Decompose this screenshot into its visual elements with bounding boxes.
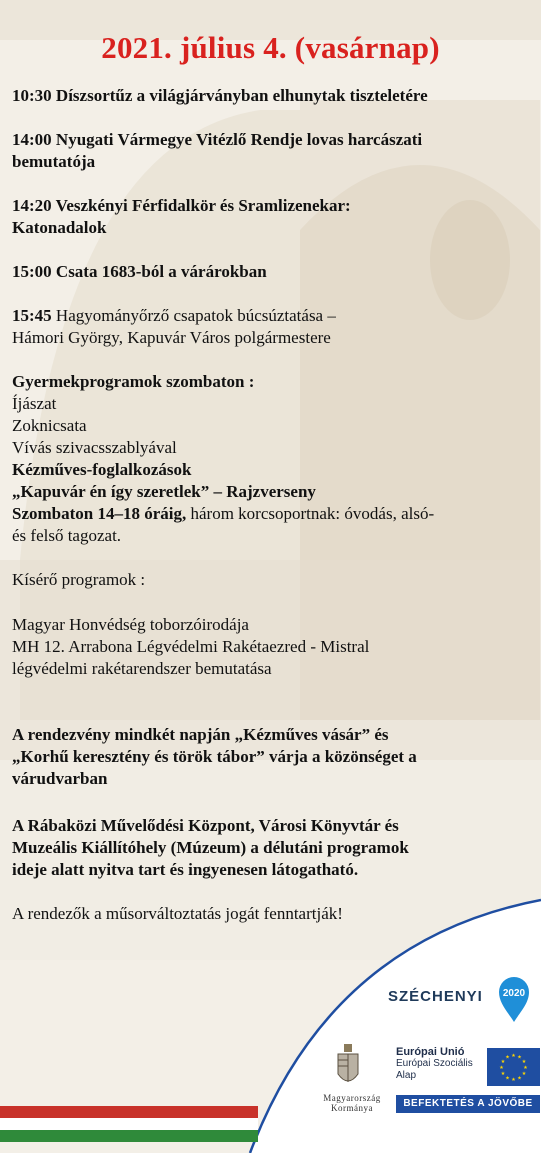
children-item: Vívás szivacsszablyával — [12, 438, 177, 457]
side-programs-list: Magyar Honvédség toborzóirodája MH 12. Arrabona Légvédelmi Rakétaezred - Mistral légvédelmi rakétarendszer bemutatása — [12, 615, 370, 678]
side-programs-heading: Kísérő programok : — [12, 570, 146, 589]
svg-text:★: ★ — [499, 1065, 504, 1071]
fair-notice: A rendezvény mindkét napján „Kézműves vásár” és „Korhű keresztény és török tábor” várja a közönséget a várudvarban — [12, 725, 417, 788]
children-heading: Gyermekprogramok szombaton : — [12, 372, 255, 391]
event-date-title: 2021. július 4. (vasárnap) — [101, 30, 440, 65]
program-item-1030: 10:30 Díszsortűz a világjárványban elhunytak tiszteletére — [12, 86, 428, 105]
svg-text:★: ★ — [500, 1071, 506, 1077]
children-item: Zoknicsata — [12, 416, 87, 435]
program-item-1500: 15:00 Csata 1683-ból a várárokban — [12, 262, 267, 281]
hungarian-coat-of-arms-icon — [335, 1042, 361, 1092]
svg-text:★: ★ — [517, 1054, 522, 1061]
crafts-heading: Kézműves-foglalkozások — [12, 460, 192, 479]
svg-text:★: ★ — [523, 1065, 528, 1071]
rights-notice: A rendezők a műsorváltoztatás jogát fenntartják! — [12, 904, 343, 923]
invest-in-future-banner: BEFEKTETÉS A JÖVŐBE — [396, 1095, 540, 1113]
szechenyi-year: 2020 — [502, 988, 526, 999]
government-label: Magyarország Kormánya — [323, 1093, 381, 1113]
eu-fund-label: Európai Unió Európai Szociális Alap — [396, 1046, 473, 1081]
svg-text:★: ★ — [517, 1075, 522, 1082]
children-programs: Gyermekprogramok szombaton : Íjászat Zoknicsata Vívás szivacsszablyával Kézműves-foglalkozások „Kapuvár én így szeretlek” – Rajzverseny Szombaton 14–18 óráig, három korcsoportnak: óvodás, alsó- és felső tagozat. — [12, 371, 517, 547]
program-item-1545: 15:45 Hagyományőrző csapatok búcsúztatása – Hámori György, Kapuvár Város polgármestere — [12, 306, 336, 347]
program-item-1420: 14:20 Veszkényi Férfidalkör és Sramlizenekar: Katonadalok — [12, 196, 351, 237]
svg-text:★: ★ — [521, 1059, 527, 1065]
svg-text:★: ★ — [505, 1075, 510, 1082]
szechenyi-logo-text: SZÉCHENYI — [388, 988, 483, 1005]
flag-red-stripe — [0, 1106, 258, 1118]
eu-flag-icon — [487, 1048, 540, 1086]
children-item: Íjászat — [12, 394, 57, 413]
museum-notice: A Rábaközi Művelődési Központ, Városi Könyvtár és Muzeális Kiállítóhely (Múzeum) a délutáni programok ideje alatt nyitva tart és ingyenesen látogatható. — [12, 816, 409, 879]
drawing-contest: „Kapuvár én így szeretlek” – Rajzverseny — [12, 482, 316, 501]
svg-text:★: ★ — [511, 1053, 516, 1059]
svg-text:★: ★ — [511, 1077, 516, 1083]
svg-text:★: ★ — [500, 1059, 506, 1065]
svg-text:★: ★ — [505, 1054, 510, 1061]
szechenyi-2020-icon — [497, 975, 531, 1023]
program-item-1400: 14:00 Nyugati Vármegye Vitézlő Rendje lovas harcászati bemutatója — [12, 130, 423, 171]
svg-text:★: ★ — [521, 1071, 527, 1077]
